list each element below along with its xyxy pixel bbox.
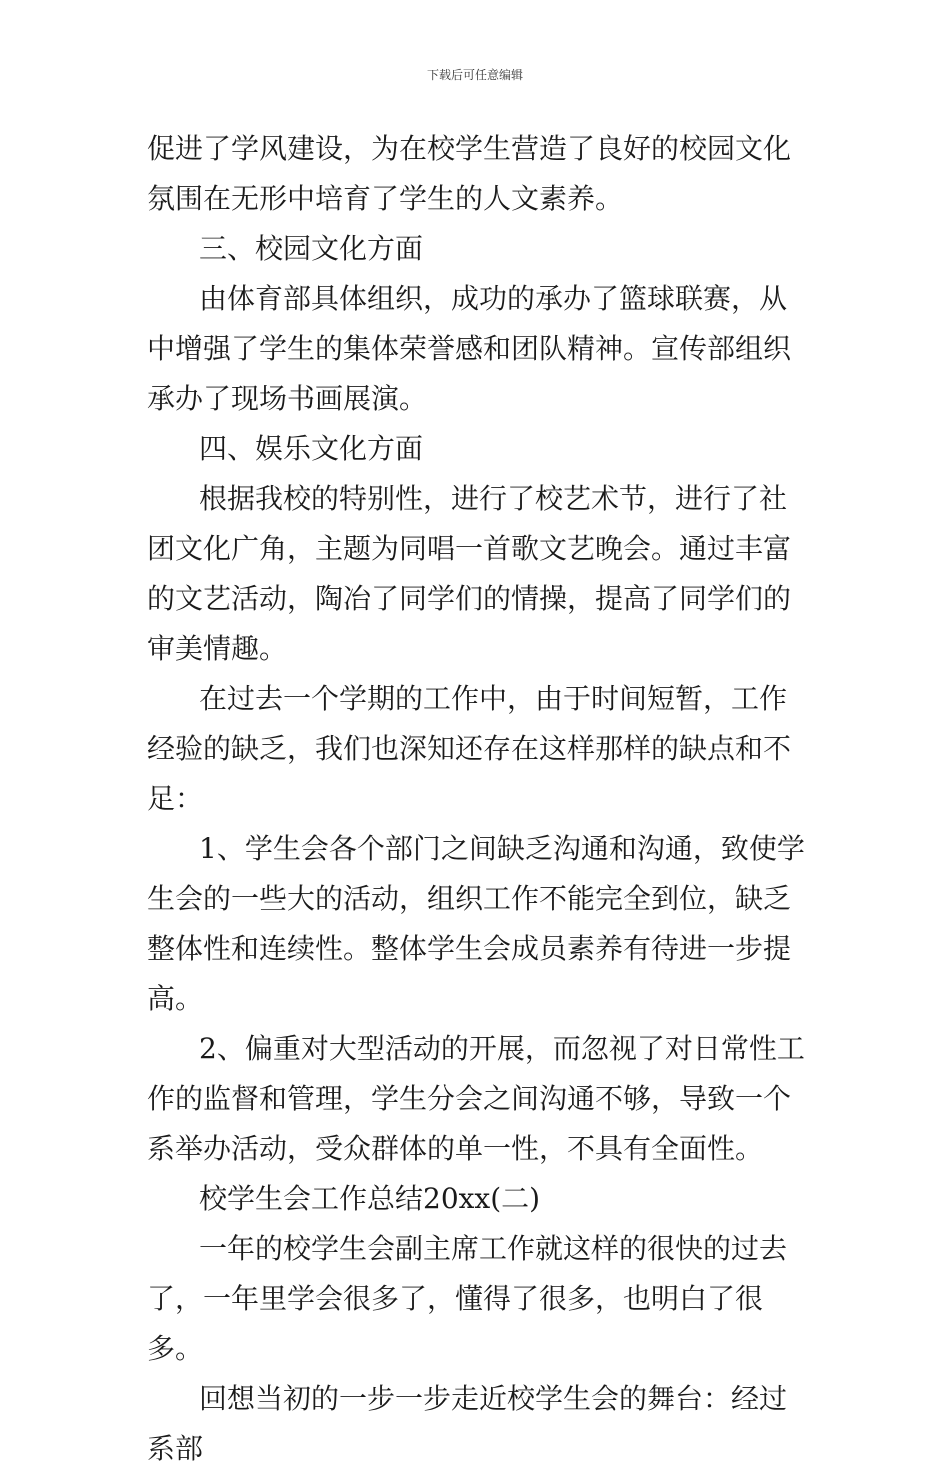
section-heading-entertainment-culture: 四、娱乐文化方面 <box>199 432 424 465</box>
paragraph: 回想当初的一步一步走近校学生会的舞台：经过系部 <box>147 1382 788 1465</box>
paragraph: 一年的校学生会副主席工作就这样的很快的过去了，一年里学会很多了，懂得了很多，也明白了很多。 <box>147 1232 788 1365</box>
section-heading-campus-culture: 三、校园文化方面 <box>199 232 424 265</box>
page-header-note: 下载后可任意编辑 <box>426 68 523 82</box>
document-body <box>147 124 807 1474</box>
paragraph-continuation: 促进了学风建设，为在校学生营造了良好的校园文化氛围在无形中培育了学生的人文素养。 <box>147 132 792 215</box>
paragraph: 在过去一个学期的工作中，由于时间短暂，工作经验的缺乏，我们也深知还存在这样那样的缺点和不足： <box>147 682 792 815</box>
paragraph: 由体育部具体组织，成功的承办了篮球联赛，从中增强了学生的集体荣誉感和团队精神。宣传部组织承办了现场书画展演。 <box>147 282 792 415</box>
list-item-shortcoming-2: 2、偏重对大型活动的开展，而忽视了对日常性工作的监督和管理，学生分会之间沟通不够，导致一个系举办活动，受众群体的单一性，不具有全面性。 <box>147 1032 805 1165</box>
list-item-shortcoming-1: 1、学生会各个部门之间缺乏沟通和沟通，致使学生会的一些大的活动，组织工作不能完全到位，缺乏整体性和连续性。整体学生会成员素养有待进一步提高。 <box>147 832 805 1015</box>
document-subtitle: 校学生会工作总结20xx(二) <box>199 1182 541 1215</box>
paragraph: 根据我校的特别性，进行了校艺术节，进行了社团文化广角，主题为同唱一首歌文艺晚会。通过丰富的文艺活动，陶冶了同学们的情操，提高了同学们的审美情趣。 <box>147 482 792 665</box>
